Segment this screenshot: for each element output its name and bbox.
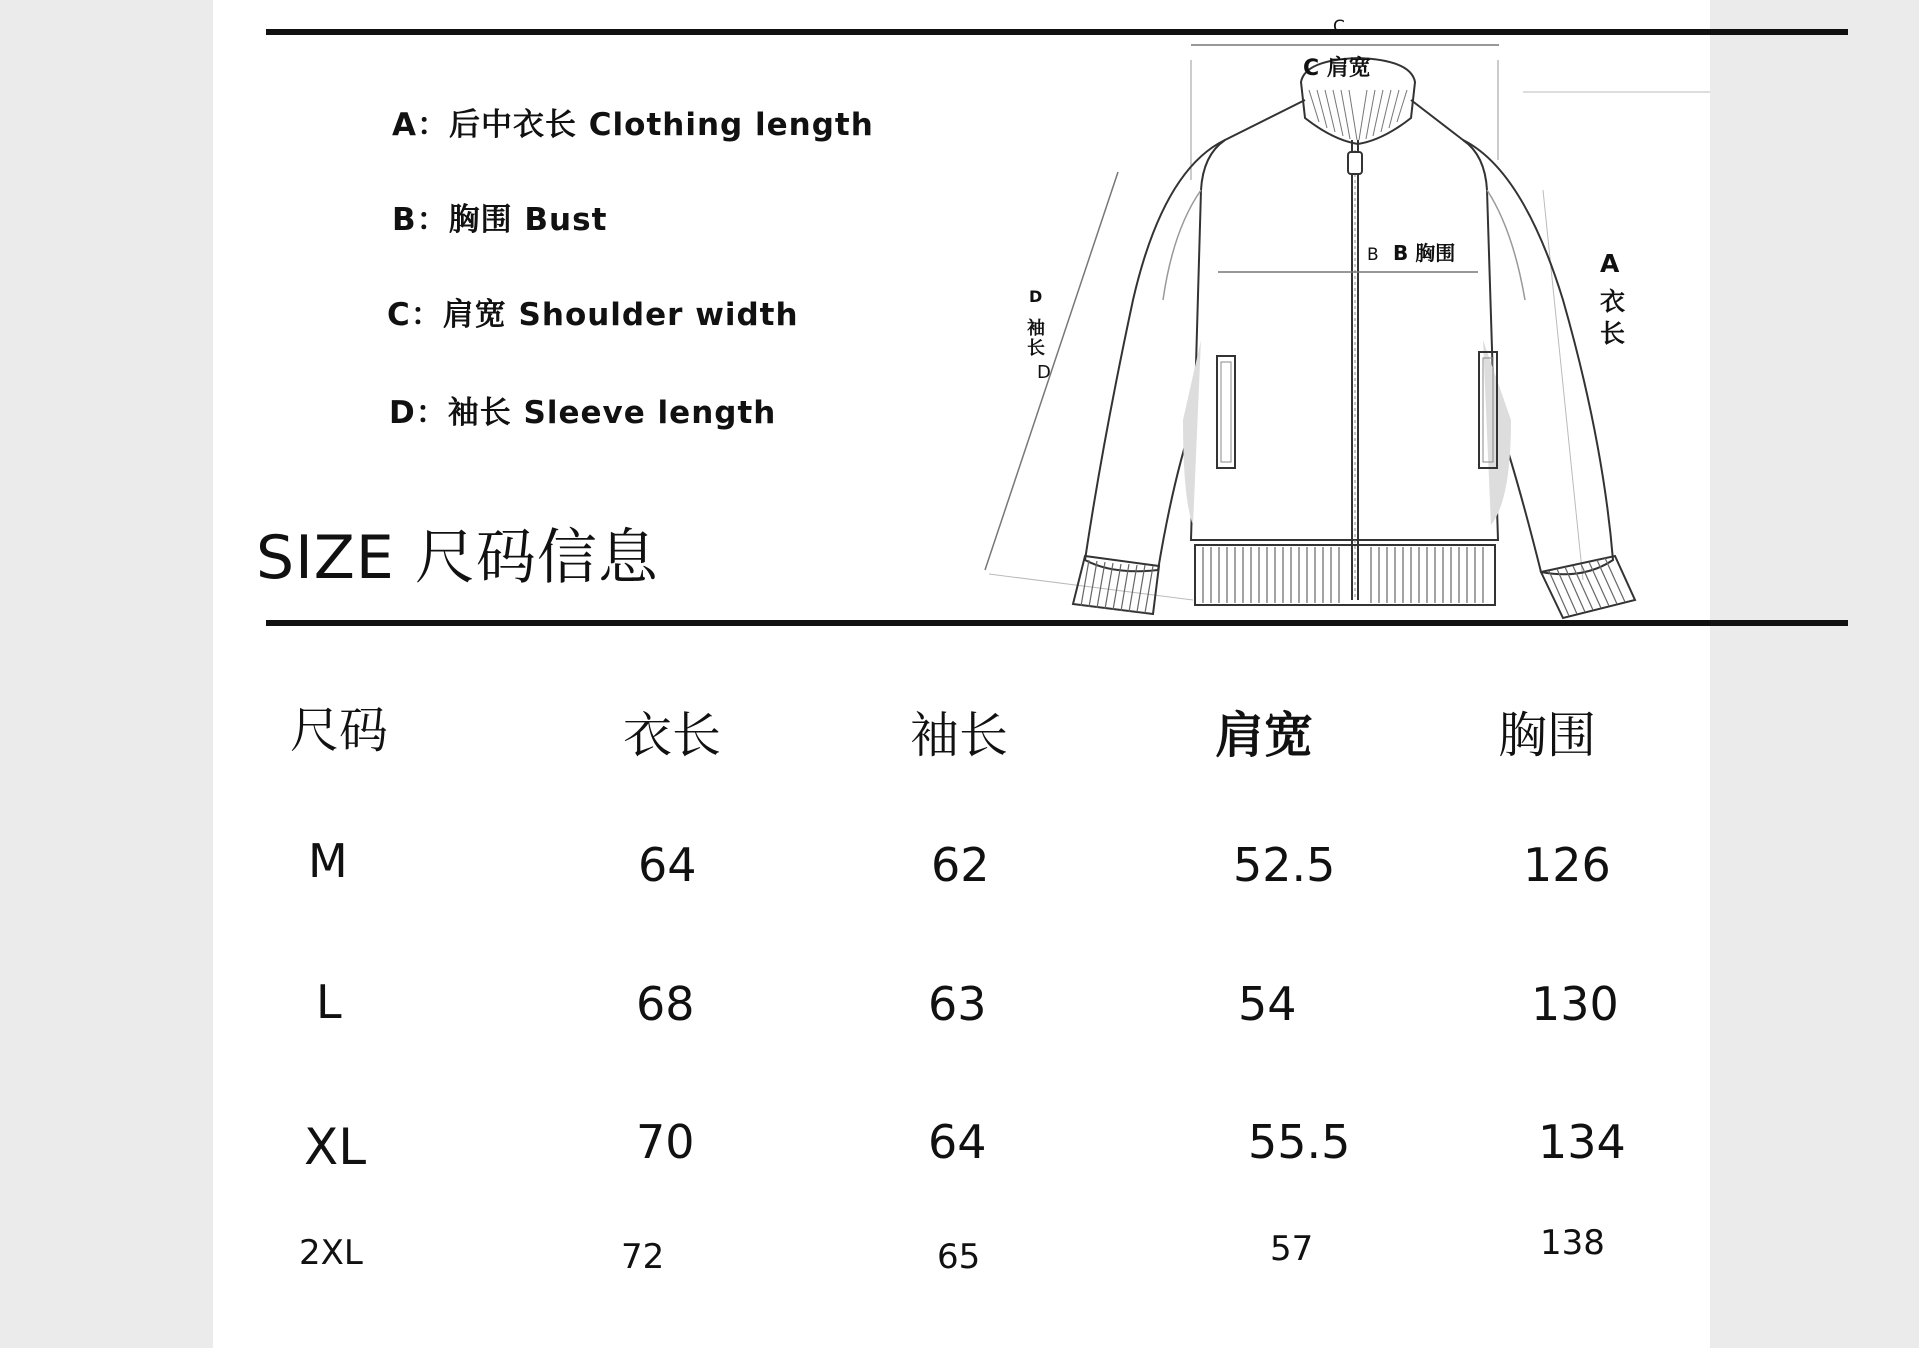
row-xl-sleeve: 64 [928,1115,987,1169]
b-bust-label: B 胸围 [1393,241,1456,265]
left-sleeve [1085,140,1225,571]
size-chart-sheet [213,0,1710,1348]
row-l-shoulder: 54 [1238,977,1297,1031]
row-m-size: M [308,834,348,888]
header-shoulder: 肩宽 [1215,707,1314,764]
row-m-length: 64 [638,838,697,892]
header-bust: 胸围 [1498,707,1597,764]
row-2xl-length: 72 [621,1237,665,1277]
row-l-length: 68 [636,977,695,1031]
size-title: SIZE 尺码信息 [256,523,659,593]
row-xl-bust: 134 [1538,1115,1626,1169]
header-length: 衣长 [623,707,722,764]
a-char-1: 衣 [1600,287,1626,316]
d-key-label: D [1029,287,1043,306]
row-m-shoulder: 52.5 [1233,838,1336,892]
d-measure-line [985,172,1118,570]
row-xl-length: 70 [636,1115,695,1169]
legend-b: B：胸围 Bust [392,202,608,238]
legend-d: D：袖长 Sleeve length [389,395,777,431]
right-cuff [1541,556,1635,618]
row-m-sleeve: 62 [931,838,990,892]
b-small-label: B [1367,245,1379,265]
waistband [1195,545,1495,605]
row-m-bust: 126 [1523,838,1611,892]
row-l-size: L [316,975,342,1029]
row-2xl-size: 2XL [299,1233,363,1273]
jacket-body [1191,100,1498,540]
jacket-diagram [963,0,1710,625]
row-2xl-sleeve: 65 [937,1237,981,1277]
row-2xl-bust: 138 [1540,1223,1605,1263]
header-sleeve: 袖长 [910,707,1009,764]
row-xl-size: XL [304,1118,367,1176]
row-xl-shoulder: 55.5 [1248,1115,1351,1169]
a-key-label: A [1600,249,1620,278]
left-pocket [1217,356,1235,468]
c-top-label: C [1333,17,1345,37]
row-2xl-shoulder: 57 [1270,1229,1314,1269]
header-size: 尺码 [290,702,389,759]
legend-c: C：肩宽 Shoulder width [387,297,799,333]
d-char-2: 长 [1027,338,1045,359]
d-char-1: 袖 [1027,318,1045,339]
a-char-2: 长 [1600,319,1626,348]
c-shoulder-label: C 肩宽 [1303,56,1371,81]
d-key-label-2: D [1037,362,1051,383]
row-l-sleeve: 63 [928,977,987,1031]
legend-a: A：后中衣长 Clothing length [392,107,874,143]
row-l-bust: 130 [1531,977,1619,1031]
